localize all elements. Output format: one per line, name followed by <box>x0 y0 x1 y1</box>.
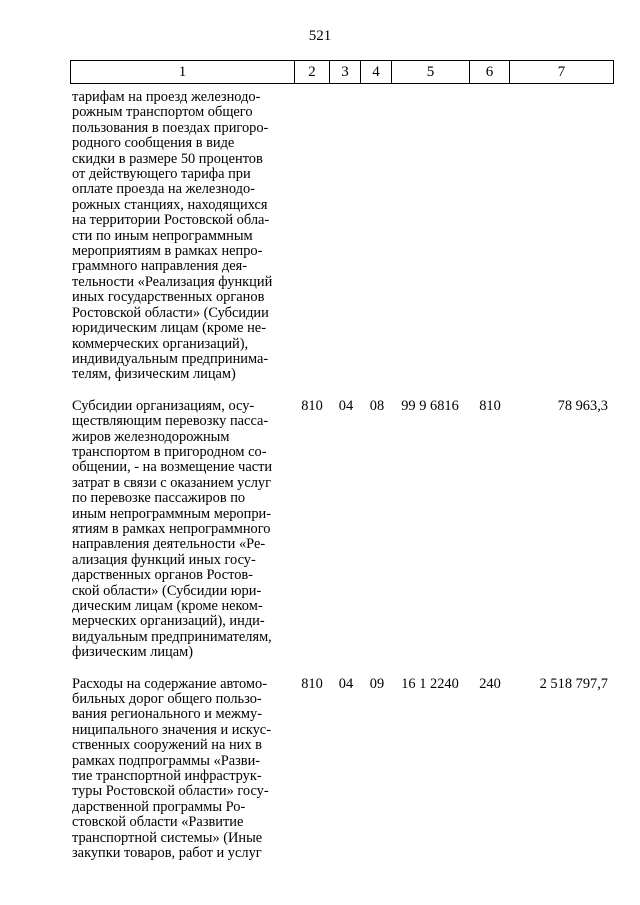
column-header-row <box>71 61 614 84</box>
description-line: тарифам на проезд железнодо- <box>72 89 261 105</box>
row-description <box>72 399 284 661</box>
description-line: мероприятиям в рамках непро- <box>72 243 263 260</box>
description-line: транспортом в пригородном со- <box>72 443 267 460</box>
description-line: телям, физическим лицам) <box>72 366 236 383</box>
description-line: дарственной программы Ро- <box>72 798 246 815</box>
cell-c7: 78 963,3 <box>557 397 608 414</box>
column-header-4: 4 <box>361 61 392 84</box>
budget-rows <box>72 90 620 862</box>
table-row <box>72 399 620 661</box>
description-line: Расходы на содержание автомо- <box>72 675 268 692</box>
description-line: общении, - на возмещение части <box>72 459 273 476</box>
row-description <box>72 677 284 862</box>
description-line: ществляющим перевозку пасса- <box>72 413 269 430</box>
description-line: индивидуальным предпринима- <box>72 350 269 367</box>
description-line: скидки в размере 50 процентов <box>72 150 263 167</box>
description-line: ятиям в рамках непрограммного <box>72 520 271 537</box>
description-line: закупки товаров, работ и услуг <box>72 845 262 862</box>
description-line: мерческих организаций), инди- <box>72 613 265 630</box>
description-line: рожным транспортом общего <box>72 104 253 121</box>
description-line: коммерческих организаций), <box>72 335 249 352</box>
description-line: бильных дорог общего пользо- <box>72 691 262 708</box>
cell-c6: 240 <box>479 675 501 692</box>
description-line: пользования в поездах пригоро- <box>72 119 269 136</box>
column-header-1: 1 <box>71 61 295 84</box>
cell-c6: 810 <box>479 397 501 414</box>
cell-c5: 16 1 2240 <box>401 675 459 692</box>
description-line: дическим лицам (кроме неком- <box>72 598 263 614</box>
description-line: транспортной системы» (Иные <box>72 829 263 846</box>
column-header-6: 6 <box>470 61 510 84</box>
description-line: Ростовской области» (Субсидии <box>72 304 269 321</box>
cell-c2: 810 <box>301 397 323 414</box>
description-line: вания регионального и межму- <box>72 706 263 723</box>
cell-c3: 04 <box>338 397 354 414</box>
description-line: рожных станциях, находящихся <box>72 196 268 213</box>
description-line: стовской области «Развитие <box>72 814 244 831</box>
column-header-table <box>70 60 614 84</box>
description-line: Субсидии организациям, осу- <box>72 397 255 414</box>
column-header-7: 7 <box>510 61 614 84</box>
cell-c7: 2 518 797,7 <box>539 675 608 692</box>
cell-c5: 99 9 6816 <box>401 397 459 414</box>
description-line: на территории Ростовской обла- <box>72 212 270 229</box>
description-line: жиров железнодорожным <box>72 428 230 445</box>
description-line: затрат в связи с оказанием услуг <box>72 474 272 491</box>
description-line: дарственных органов Ростов- <box>72 567 253 584</box>
description-line: ниципального значения и искус- <box>72 721 271 738</box>
cell-c2: 810 <box>301 675 323 692</box>
description-line: по перевозке пассажиров по <box>72 490 246 507</box>
description-line: граммного направления дея- <box>72 258 248 275</box>
table-row <box>72 90 620 383</box>
row-description <box>72 90 284 383</box>
cell-c3: 04 <box>338 675 354 692</box>
description-line: родного сообщения в виде <box>72 135 235 152</box>
table-row <box>72 677 620 862</box>
description-line: ственных сооружений на них в <box>72 737 262 754</box>
description-line: иным непрограммным меропри- <box>72 505 272 522</box>
description-line: видуальным предпринимателям, <box>72 628 272 645</box>
description-line: рамках подпрограммы «Разви- <box>72 752 261 769</box>
description-line: оплате проезда на железнодо- <box>72 181 255 198</box>
description-line: направления деятельности «Ре- <box>72 536 266 553</box>
description-line: физическим лицам) <box>72 644 194 661</box>
description-line: тие транспортной инфраструк- <box>72 768 262 785</box>
description-line: ской области» (Субсидии юри- <box>72 582 262 599</box>
description-line: сти по иным непрограммным <box>72 227 253 244</box>
column-header-5: 5 <box>392 61 470 84</box>
page-number: 521 <box>308 28 332 44</box>
description-line: юридическим лицам (кроме не- <box>72 320 266 337</box>
description-line: ализация функций иных госу- <box>72 551 256 568</box>
description-line: туры Ростовской области» госу- <box>72 783 269 800</box>
column-header-3: 3 <box>330 61 361 84</box>
description-line: от действующего тарифа при <box>72 166 251 183</box>
cell-c4: 09 <box>369 675 385 692</box>
cell-c4: 08 <box>369 397 385 414</box>
description-line: иных государственных органов <box>72 289 265 306</box>
column-header-2: 2 <box>295 61 330 84</box>
description-line: тельности «Реализация функций <box>72 273 273 290</box>
